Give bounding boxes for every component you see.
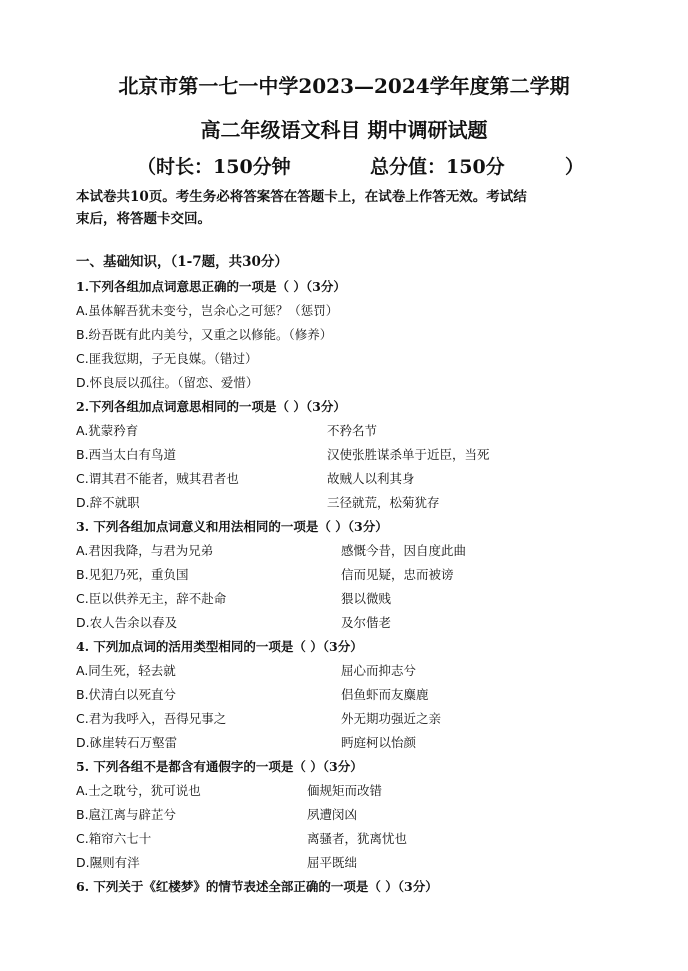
- option-d-pair: 及尔偕老: [341, 615, 392, 630]
- instructions-line2: 束后，将答题卡交回。: [76, 211, 211, 227]
- section-heading: 一、基础知识，（1-7题，共30分）: [76, 254, 288, 270]
- option-c: C.君为我呼入，吾得兄事之: [76, 711, 227, 726]
- option-b-pair: 侣鱼虾而友麋鹿: [341, 687, 429, 702]
- option-d-pair: 眄庭柯以怡颜: [341, 735, 417, 750]
- option-b-pair: 夙遭闵凶: [307, 807, 358, 822]
- option-d: D.隰则有泮: [76, 855, 140, 870]
- duration-label: （时长：150分钟: [137, 156, 291, 178]
- instructions-line1: 本试卷共10页。考生务必将答案答在答题卡上，在试卷上作答无效。考试结: [76, 189, 527, 205]
- question-stem: 1.下列各组加点词意思正确的一项是（ ）（3分）: [76, 279, 346, 294]
- option-c-pair: 外无期功强近之亲: [341, 711, 442, 726]
- option-c-pair: 故贼人以利其身: [327, 471, 415, 486]
- option-c-pair: 离骚者，犹离忧也: [307, 831, 408, 846]
- option-c: C.箱帘六七十: [76, 831, 152, 846]
- option-c: C.谓其君不能者，贼其君者也: [76, 471, 239, 486]
- question-stem: 2.下列各组加点词意思相同的一项是（ ）（3分）: [76, 399, 346, 414]
- option-a: A.虽体解吾犹未变兮，岂余心之可惩？（惩罚）: [76, 303, 339, 318]
- question-stem: 3. 下列各组加点词意义和用法相同的一项是（ ）（3分）: [76, 519, 388, 534]
- option-d: D.辞不就职: [76, 495, 140, 510]
- option-a: A.君因我降，与君为兄弟: [76, 543, 214, 558]
- question-stem: 5. 下列各组不是都含有通假字的一项是（ ）（3分）: [76, 759, 363, 774]
- option-a: A.士之耽兮，犹可说也: [76, 783, 201, 798]
- option-a-pair: 感慨今昔，因自度此曲: [341, 543, 467, 558]
- option-c: C.臣以供养无主，辞不赴命: [76, 591, 227, 606]
- option-b: B.扈江离与辟芷兮: [76, 807, 177, 822]
- option-a-pair: 不矜名节: [327, 423, 378, 438]
- option-b-pair: 汉使张胜谋杀单于近臣，当死: [327, 447, 490, 462]
- option-d: D.怀良辰以孤往。（留恋、爱惜）: [76, 375, 259, 390]
- option-b-pair: 信而见疑，忠而被谤: [341, 567, 454, 582]
- option-b: B.见犯乃死，重负国: [76, 567, 189, 582]
- option-c-pair: 猥以微贱: [341, 591, 392, 606]
- close-paren: ）: [565, 156, 585, 178]
- option-c: C.匪我愆期，子无良媒。（错过）: [76, 351, 258, 366]
- option-a: A.同生死，轻去就: [76, 663, 176, 678]
- question-stem: 6. 下列关于《红楼梦》的情节表述全部正确的一项是（ ）（3分）: [76, 879, 438, 894]
- option-a-pair: 屈心而抑志兮: [341, 663, 417, 678]
- option-b: B.纷吾既有此内美兮，又重之以修能。（修养）: [76, 327, 333, 342]
- total-score-label: 总分值：150分: [370, 156, 505, 178]
- option-a: A.犹蒙矜育: [76, 423, 139, 438]
- option-a-pair: 偭规矩而改错: [307, 783, 383, 798]
- option-d: D.砯崖转石万壑雷: [76, 735, 178, 750]
- exam-title-line1: 北京市第一七一中学2023—2024学年度第二学期: [118, 74, 570, 98]
- option-b: B.伏清白以死直兮: [76, 687, 177, 702]
- option-d: D.农人告余以春及: [76, 615, 178, 630]
- question-stem: 4. 下列加点词的活用类型相同的一项是（ ）（3分）: [76, 639, 363, 654]
- option-b: B.西当太白有鸟道: [76, 447, 177, 462]
- option-d-pair: 屈平既绌: [307, 855, 358, 870]
- option-d-pair: 三径就荒，松菊犹存: [327, 495, 440, 510]
- exam-title-line2: 高二年级语文科目 期中调研试题: [200, 118, 488, 142]
